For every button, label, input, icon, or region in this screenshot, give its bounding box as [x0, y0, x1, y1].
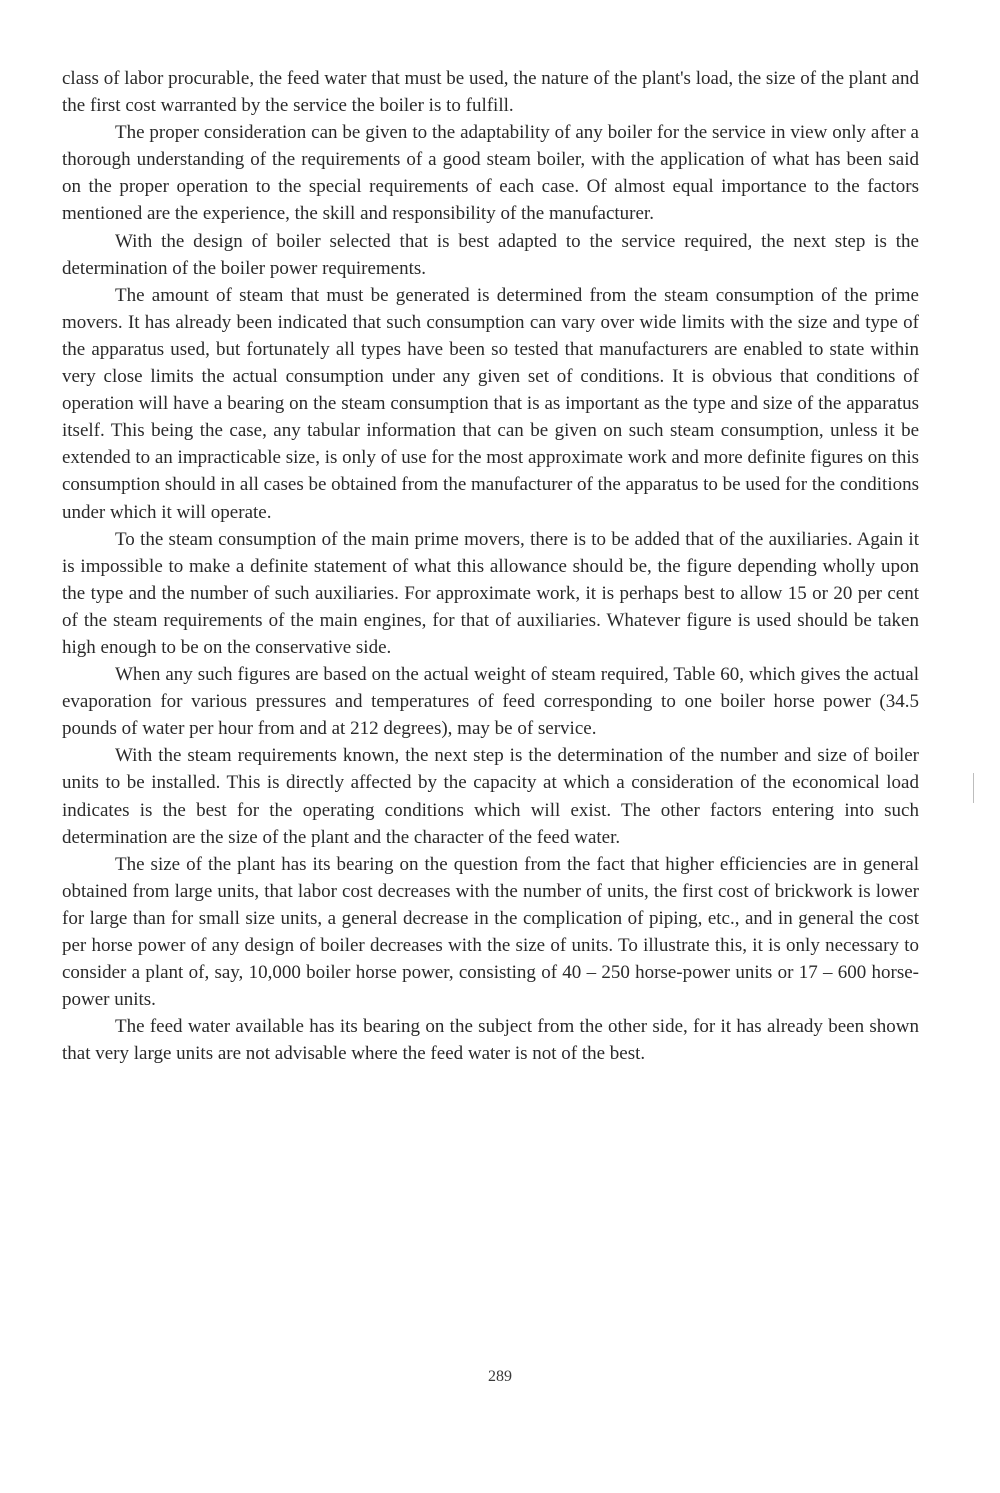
- paragraph-table-60: When any such figures are based on the actual weight of steam required, Table 60, which gives the actual evaporation for various pressures and temperatures of feed corresponding to one boiler horse power (34.5 pounds of water per hour from and at 212 degrees), may be of service.: [62, 664, 919, 740]
- paragraph-boiler-units: With the steam requirements known, the next step is the determination of the number and size of boiler units to be installed. This is directly affected by the capacity at which a consideration of the economical load indicates is the best for the operating conditions which will exist. The other factors entering into such determination are the size of the plant and the character of the feed water.: [62, 745, 919, 848]
- paragraph-adaptability: The proper consideration can be given to the adaptability of any boiler for the service in view only after a thorough understanding of the requirements of a good steam boiler, with the application of what has been said on the proper operation to the special requirements of each case. Of almost equal importance to the factors mentioned are the experience, the skill and responsibility of the manufacturer.: [62, 122, 919, 225]
- paragraph-plant-size: The size of the plant has its bearing on the question from the fact that higher efficiencies are in general obtained from large units, that labor cost decreases with the number of units, the first cost of brickwork is lower for large than for small size units, a general decrease in the complication of piping, etc., and in general the cost per horse power of any design of boiler decreases with the size of units. To illustrate this, it is only necessary to consider a plant of, say, 10,000 boiler horse power, consisting of 40 – 250 horse-power units or 17 – 600 horse-power units.: [62, 853, 919, 1011]
- paragraph-steam-amount: The amount of steam that must be generated is determined from the steam consumption of the prime movers. It has already been indicated that such consumption can vary over wide limits with the size and type of the apparatus used, but fortunately all types have been so tested that manufacturers are enabled to state within very close limits the actual consumption under any given set of conditions. It is obvious that conditions of operation will have a bearing on the steam consumption that is as important as the type and size of the apparatus itself. This being the case, any tabular information that can be given on such steam consumption, unless it be extended to an impracticable size, is only of use for the most approximate work and more definite figures on this consumption should in all cases be obtained from the manufacturer of the apparatus to be used for the conditions under which it will operate.: [62, 284, 919, 523]
- paragraph-auxiliaries: To the steam consumption of the main prime movers, there is to be added that of the auxiliaries. Again it is impossible to make a definite statement of what this allowance should be, the figure depending wholly upon the type and the number of such auxiliaries. For approximate work, it is perhaps best to allow 15 or 20 per cent of the steam requirements of the main engines, for that of auxiliaries. Whatever figure is used should be taken high enough to be on the conservative side.: [62, 528, 919, 658]
- margin-mark: [973, 773, 974, 803]
- page-body: [62, 65, 919, 1067]
- paragraph-continuation: class of labor procurable, the feed water that must be used, the nature of the plant's load, the size of the plant and the first cost warranted by the service the boiler is to fulfill.: [62, 68, 919, 117]
- page-number: 289: [488, 1368, 512, 1385]
- paragraph-feed-water: The feed water available has its bearing on the subject from the other side, for it has already been shown that very large units are not advisable where the feed water is not of the best.: [62, 1016, 919, 1065]
- paragraph-design-selected: With the design of boiler selected that is best adapted to the service required, the next step is the determination of the boiler power requirements.: [62, 230, 919, 279]
